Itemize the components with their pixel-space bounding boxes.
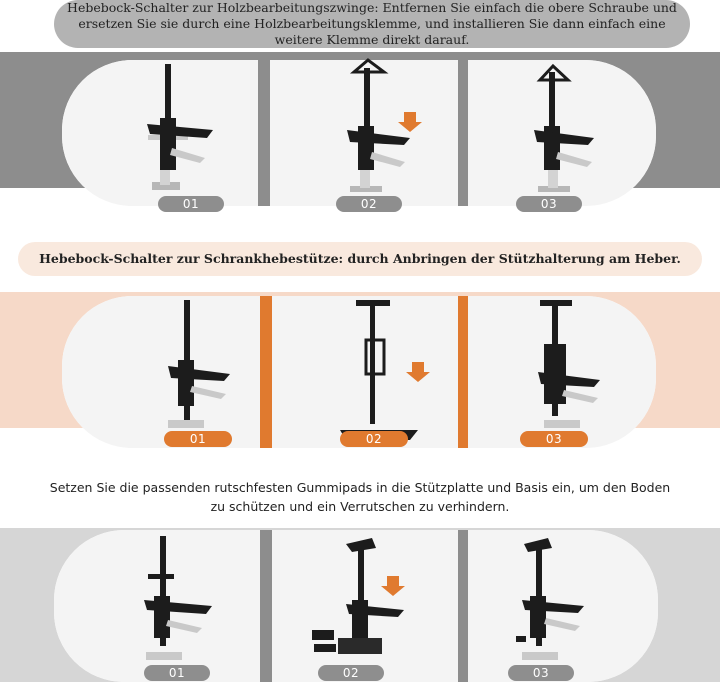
section3-step2-pads-image: [312, 538, 405, 654]
section3-step1-label: 01: [144, 665, 210, 681]
section1-step3-label: 03: [516, 196, 582, 212]
section3-step3-jack-pads-image: [516, 538, 584, 660]
section2-banner-text: Hebebock-Schalter zur Schrankhebestütze: durch Anbringen der Stützhalterung am Heber.: [39, 251, 681, 266]
section1-banner-text: Hebebock-Schalter zur Holzbearbeitungszwinge: Entfernen Sie einfach die obere Schraube und ersetzen Sie sie durch eine Holzbearbeitungsklemme, und installieren Sie dann einfach eine weitere Klemme direkt darauf.: [67, 0, 677, 47]
section2-step3-label: 03: [520, 431, 588, 447]
section3-step1-jack-image: [144, 536, 212, 660]
section2-step1-label: 01: [164, 431, 232, 447]
section3-step3-label: 03: [508, 665, 574, 681]
section1-step1-label: 01: [158, 196, 224, 212]
section2-step2-label: 02: [340, 431, 408, 447]
section1-step2-label: 02: [336, 196, 402, 212]
section3-banner-line1: Setzen Sie die passenden rutschfesten Gummipads in die Stützplatte und Basis ein, um den Boden: [49, 480, 671, 495]
section3-step2-label: 02: [318, 665, 384, 681]
section3-banner-line2: zu schützen und ein Verrutschen zu verhindern.: [210, 499, 510, 514]
